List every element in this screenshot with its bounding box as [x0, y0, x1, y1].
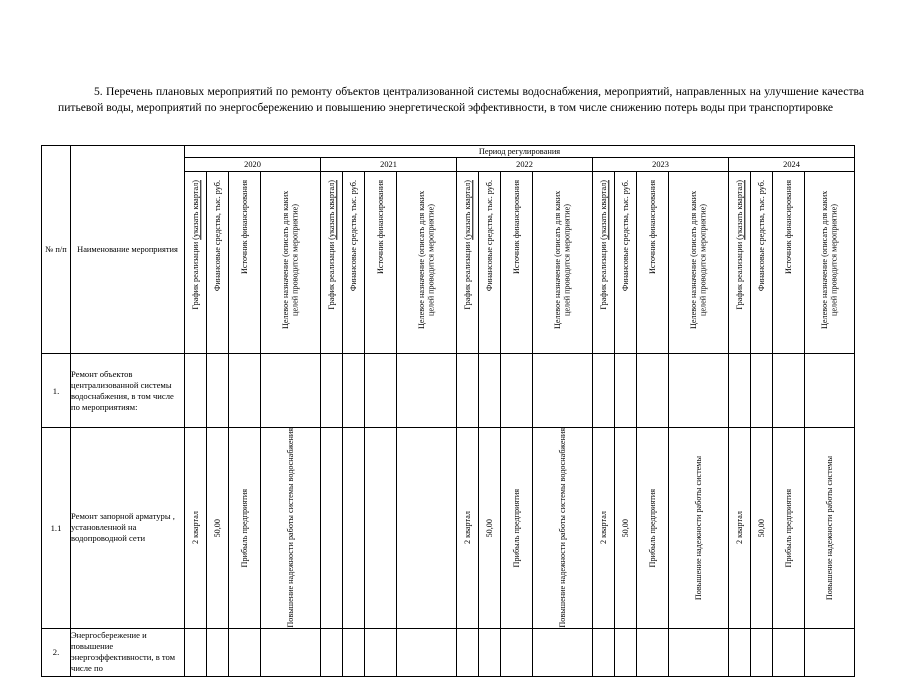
- data-cell: [457, 354, 479, 428]
- sub-header-schedule: [593, 172, 615, 354]
- data-cell: [533, 354, 593, 428]
- data-cell: [321, 628, 343, 676]
- data-cell: Прибыль предприятия: [501, 428, 533, 629]
- sub-header-schedule-note: (указать квартал): [598, 179, 608, 240]
- table-row: [42, 428, 855, 629]
- data-cell: [397, 628, 457, 676]
- data-cell: 50,00: [615, 428, 637, 629]
- sub-header-schedule-label: График реализации: [462, 239, 472, 310]
- data-cell: [729, 628, 751, 676]
- data-cell: Повышение надежности работы системы водоснабжения: [533, 428, 593, 629]
- data-cell: [343, 428, 365, 629]
- sub-header-purpose: Целевое назначение (описать для каких целей проводится мероприятие): [261, 172, 321, 354]
- sub-header-schedule-label: График реализации: [326, 239, 336, 310]
- data-cell: Прибыль предприятия: [229, 428, 261, 629]
- sub-header-schedule: [321, 172, 343, 354]
- data-cell: [479, 354, 501, 428]
- data-cell: [751, 354, 773, 428]
- data-cell: 2 квартал: [185, 428, 207, 629]
- data-cell: [615, 628, 637, 676]
- sub-header-source: Источник финансирования: [773, 172, 805, 354]
- data-cell: [773, 354, 805, 428]
- data-cell: [593, 354, 615, 428]
- year-header: 2023: [593, 158, 729, 172]
- data-cell: [457, 628, 479, 676]
- header-row-period: [42, 146, 855, 158]
- data-cell: [501, 354, 533, 428]
- sub-header-schedule-note: (указать квартал): [190, 179, 200, 240]
- data-cell: [593, 628, 615, 676]
- data-cell: [615, 354, 637, 428]
- row-name: Ремонт объектов централизованной системы водоснабжения, в том числе по мероприятиям:: [71, 354, 185, 428]
- sub-header-finance: Финансовые средства, тыс. руб.: [207, 172, 229, 354]
- data-cell: 2 квартал: [457, 428, 479, 629]
- sub-header-source: Источник финансирования: [365, 172, 397, 354]
- row-name: Ремонт запорной арматуры , установленной на водопроводной сети: [71, 428, 185, 629]
- data-cell: [805, 628, 855, 676]
- data-cell: [365, 354, 397, 428]
- sub-header-source: Источник финансирования: [637, 172, 669, 354]
- data-cell: 50,00: [751, 428, 773, 629]
- data-cell: [773, 628, 805, 676]
- row-number: 1.1: [42, 428, 71, 629]
- data-cell: [321, 428, 343, 629]
- data-cell: [805, 354, 855, 428]
- year-header: 2024: [729, 158, 855, 172]
- data-cell: Повышение надежности работы системы водоснабжения: [261, 428, 321, 629]
- data-cell: Прибыль предприятия: [637, 428, 669, 629]
- data-cell: [261, 354, 321, 428]
- data-cell: [365, 428, 397, 629]
- data-cell: [185, 628, 207, 676]
- data-cell: [185, 354, 207, 428]
- data-cell: [729, 354, 751, 428]
- data-cell: [751, 628, 773, 676]
- sub-header-schedule-note: (указать квартал): [326, 179, 336, 240]
- plan-table: [41, 145, 855, 677]
- sub-header-source: Источник финансирования: [229, 172, 261, 354]
- data-cell: [229, 628, 261, 676]
- data-cell: [397, 354, 457, 428]
- data-cell: [343, 354, 365, 428]
- data-cell: 50,00: [479, 428, 501, 629]
- sub-header-finance: Финансовые средства, тыс. руб.: [343, 172, 365, 354]
- table-row: [42, 354, 855, 428]
- data-cell: [365, 628, 397, 676]
- section-heading: 5. Перечень плановых мероприятий по ремонту объектов централизованной системы водоснабжения, мероприятий, направленных на улучшение качества питьевой воды, мероприятий по энергосбережению и повышению энергетической эффективности, в том числе снижению потерь воды при транспортировке: [58, 85, 864, 114]
- period-header: Период регулирования: [185, 146, 855, 158]
- data-cell: [501, 628, 533, 676]
- sub-header-finance: Финансовые средства, тыс. руб.: [615, 172, 637, 354]
- data-cell: [207, 354, 229, 428]
- row-number: 1.: [42, 354, 71, 428]
- sub-header-schedule-label: График реализации: [734, 239, 744, 310]
- sub-header-schedule: [185, 172, 207, 354]
- data-cell: Повышение надежности работы системы: [805, 428, 855, 629]
- sub-header-finance: Финансовые средства, тыс. руб.: [479, 172, 501, 354]
- sub-header-finance: Финансовые средства, тыс. руб.: [751, 172, 773, 354]
- col-header-name: Наименование мероприятия: [71, 146, 185, 354]
- row-number: 2.: [42, 628, 71, 676]
- sub-header-source: Источник финансирования: [501, 172, 533, 354]
- data-cell: [479, 628, 501, 676]
- sub-header-schedule-note: (указать квартал): [462, 179, 472, 240]
- sub-header-purpose: Целевое назначение (описать для каких целей проводится мероприятие): [669, 172, 729, 354]
- data-cell: [261, 628, 321, 676]
- data-cell: Повышение надежности работы системы: [669, 428, 729, 629]
- row-name: Энергосбережение и повышение энергоэффективности, в том числе по: [71, 628, 185, 676]
- data-cell: [343, 628, 365, 676]
- col-header-num: № п/п: [42, 146, 71, 354]
- year-header: 2020: [185, 158, 321, 172]
- data-cell: [207, 628, 229, 676]
- sub-header-schedule: [729, 172, 751, 354]
- data-cell: 50,00: [207, 428, 229, 629]
- data-cell: [321, 354, 343, 428]
- data-cell: [669, 628, 729, 676]
- data-cell: 2 квартал: [729, 428, 751, 629]
- data-cell: [229, 354, 261, 428]
- data-cell: [397, 428, 457, 629]
- sub-header-purpose: Целевое назначение (описать для каких целей проводится мероприятие): [397, 172, 457, 354]
- sub-header-purpose: Целевое назначение (описать для каких целей проводится мероприятие): [805, 172, 855, 354]
- data-cell: [533, 628, 593, 676]
- sub-header-schedule-label: График реализации: [598, 239, 608, 310]
- data-cell: [637, 354, 669, 428]
- sub-header-purpose: Целевое назначение (описать для каких целей проводится мероприятие): [533, 172, 593, 354]
- year-header: 2022: [457, 158, 593, 172]
- year-header: 2021: [321, 158, 457, 172]
- data-cell: [637, 628, 669, 676]
- data-cell: Прибыль предприятия: [773, 428, 805, 629]
- data-cell: [669, 354, 729, 428]
- sub-header-schedule: [457, 172, 479, 354]
- data-cell: 2 квартал: [593, 428, 615, 629]
- sub-header-schedule-note: (указать квартал): [734, 179, 744, 240]
- table-row: [42, 628, 855, 676]
- sub-header-schedule-label: График реализации: [190, 239, 200, 310]
